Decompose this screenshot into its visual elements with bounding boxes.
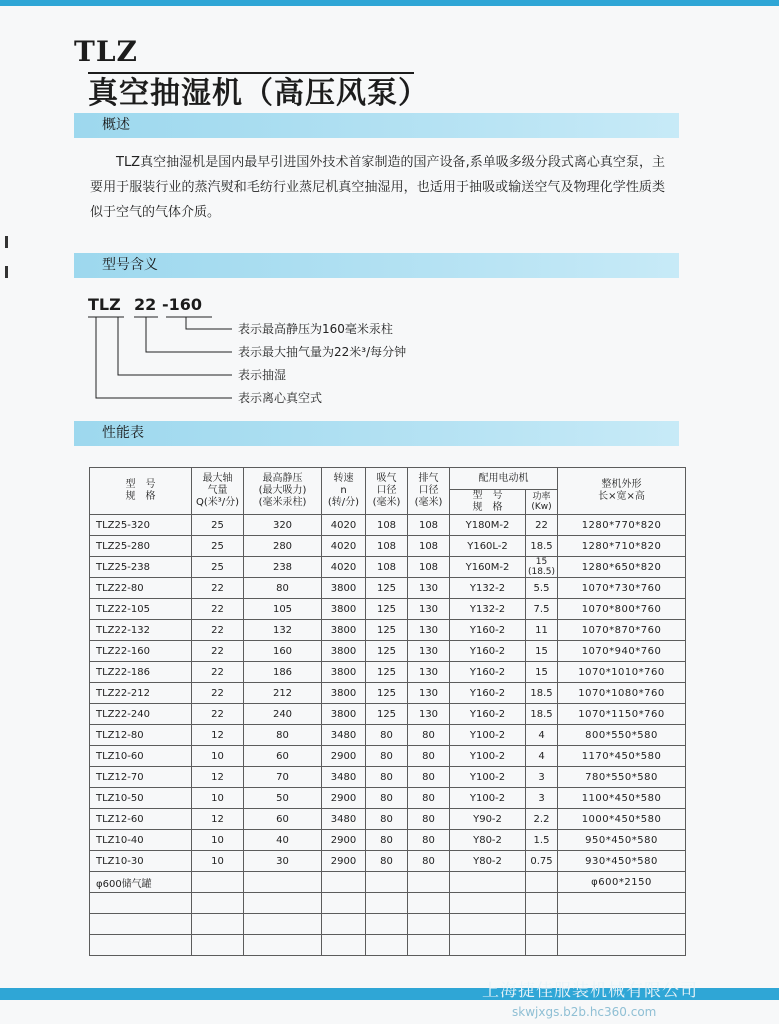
cell-motor: Y160-2 [450, 704, 526, 725]
cell-inlet: 80 [366, 725, 408, 746]
cell-power: 18.5 [526, 683, 558, 704]
cell-inlet: 125 [366, 620, 408, 641]
cell-outlet: 80 [408, 788, 450, 809]
cell-pressure: 80 [244, 725, 322, 746]
cell-pressure [244, 893, 322, 914]
cell-pressure: 160 [244, 641, 322, 662]
footer-company-name: 上海捷佳服装机械有限公司 [482, 981, 698, 1001]
cell-power [526, 872, 558, 893]
cell-inlet: 125 [366, 683, 408, 704]
cell-size: 950*450*580 [558, 830, 686, 851]
table-row [90, 872, 686, 893]
cell-speed: 3800 [322, 704, 366, 725]
cell-motor: Y80-2 [450, 851, 526, 872]
cell-flow [192, 914, 244, 935]
cell-outlet: 80 [408, 746, 450, 767]
cell-speed [322, 872, 366, 893]
cell-model: TLZ12-60 [90, 809, 192, 830]
cell-size: φ600*2150 [558, 872, 686, 893]
cell-outlet: 130 [408, 599, 450, 620]
col-header-motor-model: 型 号 规 格 [450, 490, 526, 515]
cell-motor: Y90-2 [450, 809, 526, 830]
cell-model: TLZ10-60 [90, 746, 192, 767]
cell-pressure [244, 872, 322, 893]
cell-motor: Y160-2 [450, 662, 526, 683]
cell-outlet: 80 [408, 809, 450, 830]
table-row [90, 578, 686, 599]
cell-pressure: 212 [244, 683, 322, 704]
model-code-pressure: -160 [162, 295, 203, 314]
cell-motor [450, 872, 526, 893]
cell-size: 930*450*580 [558, 851, 686, 872]
col-header-model: 型 号 规 格 [90, 468, 192, 515]
cell-motor: Y100-2 [450, 767, 526, 788]
cell-model: TLZ25-320 [90, 515, 192, 536]
cell-speed: 4020 [322, 515, 366, 536]
cell-pressure: 186 [244, 662, 322, 683]
cell-power: 0.75 [526, 851, 558, 872]
cell-outlet: 80 [408, 725, 450, 746]
cell-flow: 25 [192, 557, 244, 578]
cell-pressure: 40 [244, 830, 322, 851]
cell-inlet: 125 [366, 641, 408, 662]
cell-pressure: 50 [244, 788, 322, 809]
cell-inlet: 108 [366, 515, 408, 536]
cell-inlet: 108 [366, 557, 408, 578]
cell-size: 1070*1080*760 [558, 683, 686, 704]
cell-size: 1170*450*580 [558, 746, 686, 767]
cell-power: 3 [526, 788, 558, 809]
cell-inlet [366, 872, 408, 893]
table-row [90, 557, 686, 578]
cell-motor: Y160-2 [450, 683, 526, 704]
cell-pressure: 280 [244, 536, 322, 557]
cell-motor: Y80-2 [450, 830, 526, 851]
cell-speed: 3800 [322, 620, 366, 641]
cell-flow: 10 [192, 830, 244, 851]
cell-pressure: 132 [244, 620, 322, 641]
cell-motor: Y160-2 [450, 620, 526, 641]
cell-model: TLZ10-50 [90, 788, 192, 809]
cell-pressure: 70 [244, 767, 322, 788]
cell-inlet: 125 [366, 599, 408, 620]
cell-flow: 22 [192, 704, 244, 725]
cell-outlet: 130 [408, 662, 450, 683]
cell-speed: 3800 [322, 641, 366, 662]
cell-inlet [366, 893, 408, 914]
cell-power [526, 914, 558, 935]
cell-motor: Y100-2 [450, 746, 526, 767]
table-row [90, 704, 686, 725]
cell-flow: 22 [192, 578, 244, 599]
cell-outlet [408, 935, 450, 956]
cell-flow: 10 [192, 851, 244, 872]
meaning-pressure: 表示最高静压为160毫米汞柱 [238, 322, 393, 336]
cell-size: 1280*650*820 [558, 557, 686, 578]
col-header-flow: 最大轴 气量 Q(米³/分) [192, 468, 244, 515]
cell-inlet [366, 914, 408, 935]
cell-size: 1280*770*820 [558, 515, 686, 536]
cell-flow: 22 [192, 683, 244, 704]
cell-model [90, 893, 192, 914]
table-row [90, 914, 686, 935]
page-title: 真空抽湿机（高压风泵） [88, 76, 429, 111]
cell-power: 15 (18.5) [526, 557, 558, 578]
cell-motor: Y160-2 [450, 641, 526, 662]
cell-flow [192, 872, 244, 893]
cell-flow: 25 [192, 515, 244, 536]
brand-code: TLZ [74, 35, 138, 68]
cell-size: 1070*940*760 [558, 641, 686, 662]
cell-speed: 3480 [322, 809, 366, 830]
cell-pressure: 60 [244, 746, 322, 767]
table-row [90, 767, 686, 788]
cell-outlet [408, 893, 450, 914]
section-bar-overview [74, 113, 679, 138]
cell-power: 7.5 [526, 599, 558, 620]
overview-paragraph [90, 150, 665, 225]
cell-inlet: 125 [366, 662, 408, 683]
cell-speed: 3480 [322, 725, 366, 746]
cell-outlet [408, 872, 450, 893]
section-heading-overview: 概述 [102, 117, 130, 133]
cell-speed: 3480 [322, 767, 366, 788]
cell-flow: 25 [192, 536, 244, 557]
cell-outlet: 108 [408, 557, 450, 578]
meaning-flow: 表示最大抽气量为22米³/每分钟 [238, 345, 407, 359]
cell-speed: 4020 [322, 557, 366, 578]
model-code-series: TLZ [88, 295, 121, 314]
table-row [90, 683, 686, 704]
cell-pressure: 80 [244, 578, 322, 599]
cell-speed [322, 893, 366, 914]
cell-motor: Y132-2 [450, 599, 526, 620]
cell-motor [450, 893, 526, 914]
cell-size [558, 893, 686, 914]
cell-outlet: 108 [408, 515, 450, 536]
cell-size: 1070*730*760 [558, 578, 686, 599]
cell-pressure: 240 [244, 704, 322, 725]
cell-model: TLZ22-240 [90, 704, 192, 725]
table-row [90, 788, 686, 809]
cell-motor: Y160M-2 [450, 557, 526, 578]
cell-size: 1070*1150*760 [558, 704, 686, 725]
table-row [90, 809, 686, 830]
cell-flow [192, 935, 244, 956]
cell-inlet: 108 [366, 536, 408, 557]
cell-outlet [408, 914, 450, 935]
cell-size: 1070*870*760 [558, 620, 686, 641]
cell-pressure: 60 [244, 809, 322, 830]
table-row [90, 935, 686, 956]
cell-pressure [244, 935, 322, 956]
cell-speed [322, 914, 366, 935]
cell-motor: Y160L-2 [450, 536, 526, 557]
cell-size: 1070*800*760 [558, 599, 686, 620]
cell-power: 18.5 [526, 536, 558, 557]
cell-speed: 2900 [322, 830, 366, 851]
cell-model [90, 914, 192, 935]
cell-model: TLZ22-132 [90, 620, 192, 641]
cell-motor: Y100-2 [450, 725, 526, 746]
cell-motor: Y100-2 [450, 788, 526, 809]
footer-url: skwjxgs.b2b.hc360.com [512, 1005, 657, 1019]
table-row [90, 515, 686, 536]
cell-model: φ600储气罐 [90, 872, 192, 893]
cell-inlet [366, 935, 408, 956]
col-header-motor-power: 功率 (Kw) [526, 490, 558, 515]
cell-size: 780*550*580 [558, 767, 686, 788]
cell-flow [192, 893, 244, 914]
cell-inlet: 80 [366, 851, 408, 872]
cell-speed: 3800 [322, 578, 366, 599]
cell-power: 15 [526, 641, 558, 662]
model-code-flow: 22 [134, 295, 157, 314]
cell-pressure: 238 [244, 557, 322, 578]
cell-inlet: 80 [366, 788, 408, 809]
cell-inlet: 80 [366, 809, 408, 830]
table-row [90, 641, 686, 662]
cell-flow: 12 [192, 767, 244, 788]
cell-size [558, 914, 686, 935]
cell-size [558, 935, 686, 956]
edge-mark [5, 266, 8, 278]
cell-motor: Y132-2 [450, 578, 526, 599]
meaning-dehumidify: 表示抽湿 [238, 368, 287, 382]
table-row [90, 893, 686, 914]
table-row [90, 746, 686, 767]
cell-outlet: 108 [408, 536, 450, 557]
cell-power [526, 893, 558, 914]
cell-pressure: 105 [244, 599, 322, 620]
cell-size: 1100*450*580 [558, 788, 686, 809]
cell-flow: 22 [192, 641, 244, 662]
top-accent-bar [0, 0, 779, 6]
cell-motor: Y180M-2 [450, 515, 526, 536]
section-heading-performance: 性能表 [102, 425, 144, 441]
col-header-inlet: 吸气 口径 (毫米) [366, 468, 408, 515]
meaning-centrifugal: 表示离心真空式 [238, 391, 323, 405]
cell-outlet: 130 [408, 620, 450, 641]
table-row [90, 851, 686, 872]
cell-pressure [244, 914, 322, 935]
cell-speed: 3800 [322, 683, 366, 704]
cell-power: 2.2 [526, 809, 558, 830]
section-bar-performance [74, 421, 679, 446]
col-header-size: 整机外形 长×宽×高 [558, 468, 686, 515]
cell-power: 3 [526, 767, 558, 788]
cell-motor [450, 935, 526, 956]
cell-speed: 3800 [322, 662, 366, 683]
cell-power: 4 [526, 725, 558, 746]
cell-power: 22 [526, 515, 558, 536]
cell-flow: 12 [192, 725, 244, 746]
col-header-outlet: 排气 口径 (毫米) [408, 468, 450, 515]
cell-outlet: 130 [408, 578, 450, 599]
cell-model: TLZ22-186 [90, 662, 192, 683]
col-header-speed: 转速 n (转/分) [322, 468, 366, 515]
cell-inlet: 80 [366, 746, 408, 767]
cell-power: 5.5 [526, 578, 558, 599]
cell-outlet: 130 [408, 641, 450, 662]
cell-speed: 2900 [322, 746, 366, 767]
cell-outlet: 80 [408, 830, 450, 851]
cell-power [526, 935, 558, 956]
cell-power: 1.5 [526, 830, 558, 851]
table-row [90, 599, 686, 620]
table-row [90, 620, 686, 641]
cell-pressure: 320 [244, 515, 322, 536]
section-heading-model-meaning: 型号含义 [102, 257, 158, 273]
col-header-motor-group: 配用电动机 [450, 468, 558, 490]
cell-flow: 10 [192, 746, 244, 767]
table-row [90, 830, 686, 851]
table-row [90, 536, 686, 557]
cell-model: TLZ22-160 [90, 641, 192, 662]
cell-motor [450, 914, 526, 935]
cell-model: TLZ10-40 [90, 830, 192, 851]
cell-model: TLZ25-238 [90, 557, 192, 578]
cell-speed: 2900 [322, 851, 366, 872]
cell-flow: 12 [192, 809, 244, 830]
cell-power: 11 [526, 620, 558, 641]
cell-inlet: 80 [366, 830, 408, 851]
cell-speed: 4020 [322, 536, 366, 557]
cell-model: TLZ12-70 [90, 767, 192, 788]
cell-size: 1280*710*820 [558, 536, 686, 557]
cell-model: TLZ12-80 [90, 725, 192, 746]
cell-power: 4 [526, 746, 558, 767]
cell-outlet: 80 [408, 851, 450, 872]
table-row [90, 725, 686, 746]
cell-size: 1000*450*580 [558, 809, 686, 830]
cell-model: TLZ10-30 [90, 851, 192, 872]
cell-outlet: 80 [408, 767, 450, 788]
cell-power: 15 [526, 662, 558, 683]
table-row [90, 662, 686, 683]
col-header-pressure: 最高静压 (最大吸力) (毫米汞柱) [244, 468, 322, 515]
cell-model: TLZ22-80 [90, 578, 192, 599]
cell-flow: 22 [192, 620, 244, 641]
section-bar-model-meaning [74, 253, 679, 278]
cell-outlet: 130 [408, 683, 450, 704]
cell-size: 800*550*580 [558, 725, 686, 746]
overview-text: TLZ真空抽湿机是国内最早引进国外技术首家制造的国产设备,系单吸多级分段式离心真空泵，主要用于服装行业的蒸汽熨和毛纺行业蒸尼机真空抽湿用，也适用于抽吸或输送空气及物理化学性质类似于空气的气体介质。 [90, 155, 665, 220]
cell-speed: 2900 [322, 788, 366, 809]
cell-inlet: 125 [366, 704, 408, 725]
cell-model: TLZ25-280 [90, 536, 192, 557]
cell-pressure: 30 [244, 851, 322, 872]
cell-flow: 22 [192, 662, 244, 683]
cell-flow: 10 [192, 788, 244, 809]
cell-speed: 3800 [322, 599, 366, 620]
cell-flow: 22 [192, 599, 244, 620]
cell-speed [322, 935, 366, 956]
cell-inlet: 80 [366, 767, 408, 788]
edge-mark [5, 236, 8, 248]
cell-size: 1070*1010*760 [558, 662, 686, 683]
performance-table [89, 467, 686, 956]
cell-inlet: 125 [366, 578, 408, 599]
cell-model: TLZ22-212 [90, 683, 192, 704]
cell-model [90, 935, 192, 956]
cell-power: 18.5 [526, 704, 558, 725]
cell-outlet: 130 [408, 704, 450, 725]
cell-model: TLZ22-105 [90, 599, 192, 620]
